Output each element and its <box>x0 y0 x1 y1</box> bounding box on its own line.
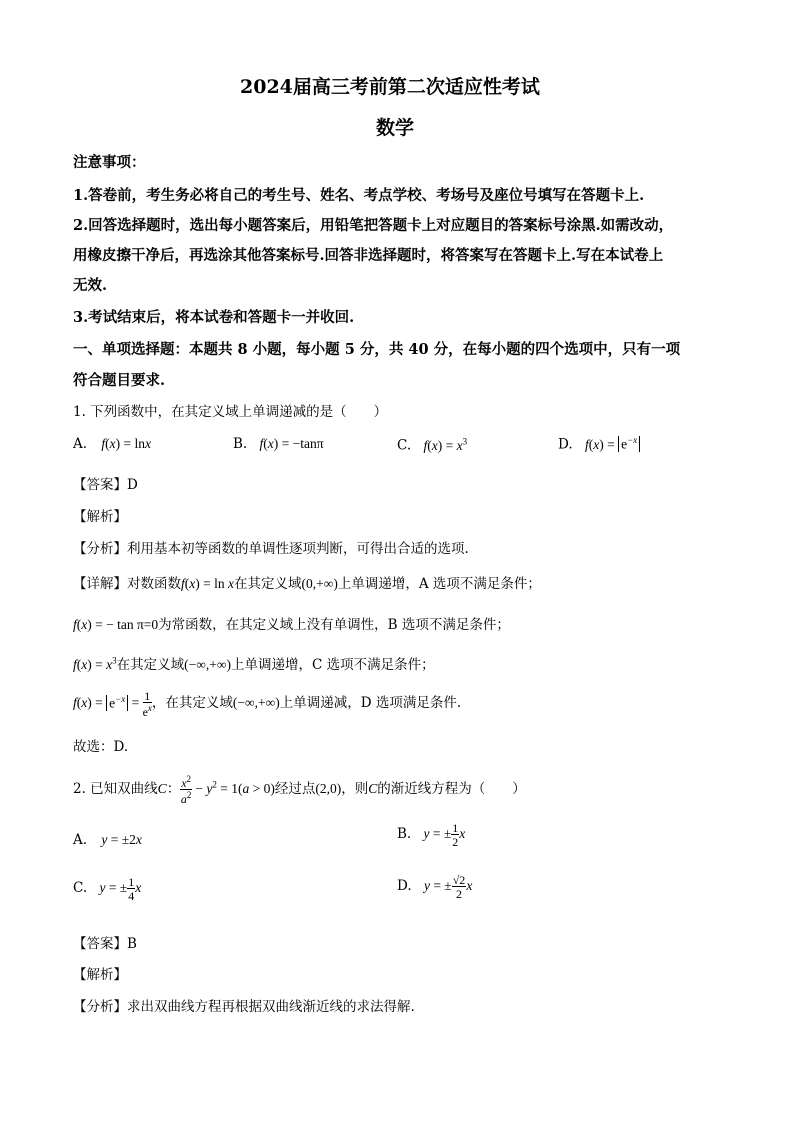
q1-detail-c-suffix: 上单调递增，C 选项不满足条件； <box>230 657 435 673</box>
q1-option-b-label: B. <box>233 436 248 452</box>
q2-option-c: C. y = ± $\frac{1}{4}$ x <box>73 875 142 903</box>
q1-detail-c-mid: 在其定义域 <box>116 657 185 673</box>
notes-heading: 注意事项： <box>73 154 146 171</box>
q1-detail-a-mid: 在其定义域 <box>234 576 302 592</box>
q2-stem-suffix: ，则 <box>341 781 369 798</box>
q1-detail-a: 【详解】对数函数f(x) = ln x在其定义域(0,+∞)上单调递增，A 选项不满足条件； <box>73 576 541 592</box>
q1-option-a: A. f(x) = lnx <box>73 436 151 452</box>
q1-detail-a-prefix: 【详解】对数函数 <box>73 576 181 592</box>
q2-option-d-label: D. <box>397 878 412 895</box>
q1-analysis: 【分析】利用基本初等函数的单调性逐项判断，可得出合适的选项. <box>73 541 469 557</box>
q1-detail-d: $f(x) = e^{-x}$ = $\frac{1}{e^x}$ ，在其定义域(−∞,+∞)上单调递减，D 选项满足条件. <box>73 689 462 719</box>
q1-option-c: C. $f(x) = x^3$ <box>397 436 468 454</box>
q2-analysis: 【分析】求出双曲线方程再根据双曲线渐近线的求法得解. <box>73 999 415 1015</box>
section-heading-line-2: 符合题目要求. <box>73 372 166 389</box>
q1-conclusion: 故选：D. <box>73 739 129 755</box>
q2-stem-prefix: 2. 已知双曲线 <box>73 781 158 798</box>
q1-detail-d-suffix: 上单调递减，D 选项满足条件. <box>279 695 462 712</box>
note-2-line-2: 用橡皮擦干净后，再选涂其他答案标号.回答非选择题时，将答案写在答题卡上.写在本试卷上 <box>73 247 664 264</box>
q2-option-c-label: C. <box>73 880 88 897</box>
note-3: 3.考试结束后，将本试卷和答题卡一并收回. <box>73 309 355 326</box>
q2-stem-mid: 经过点 <box>274 781 316 798</box>
q1-detail-b: f(x) = − tan π=0为常函数，在其定义域上没有单调性，B 选项不满足条件； <box>73 617 510 633</box>
q1-option-c-label: C. <box>397 437 412 454</box>
q2-option-a-label: A. <box>73 832 88 848</box>
q2-stem: 2. 已知双曲线C： $\frac{x^2}{a^2}$ − $y^2 = 1(a > 0)$经过点(2,0)，则C的渐近线方程为（ ） <box>73 774 526 806</box>
q1-option-b: B. f(x) = −tanπ <box>233 436 324 452</box>
q2-option-b-label: B. <box>397 826 412 843</box>
q1-option-d-label: D. <box>558 436 573 453</box>
subject-title: 数学 <box>376 117 415 139</box>
q1-answer: 【答案】D <box>73 477 138 493</box>
q1-option-d: D. $f(x) = e^{-x}$ <box>558 436 640 453</box>
note-1: 1.答卷前，考生务必将自己的考生号、姓名、考点学校、考场号及座位号填写在答题卡上. <box>73 187 645 204</box>
q1-detail-a-suffix: 上单调递增，A 选项不满足条件； <box>337 576 541 592</box>
q2-jiexi-label: 【解析】 <box>73 967 127 983</box>
q2-option-d: D. y = ± $\frac{√2}{2}$ x <box>397 873 473 901</box>
q1-detail-c: $f(x) = x^3$在其定义域(−∞,+∞)上单调递增，C 选项不满足条件； <box>73 655 435 673</box>
page-title: 2024届高三考前第二次适应性考试 <box>240 76 540 98</box>
q2-answer: 【答案】B <box>73 936 137 952</box>
q1-option-a-label: A. <box>73 436 88 452</box>
q2-option-a: A. y = ±2x <box>73 832 142 848</box>
q2-stem-end: 的渐近线方程为（ ） <box>377 781 526 798</box>
q1-detail-d-mid: ，在其定义域 <box>151 695 233 712</box>
q1-detail-b-suffix: 为常函数，在其定义域上没有单调性，B 选项不满足条件； <box>158 617 510 633</box>
q1-jiexi-label: 【解析】 <box>73 509 127 525</box>
q1-stem: 1. 下列函数中，在其定义域上单调递减的是（ ） <box>73 404 388 420</box>
note-2-line-3: 无效. <box>73 277 108 294</box>
q2-option-b: B. y = ± $\frac{1}{2}$ x <box>397 821 466 849</box>
note-2-line-1: 2.回答选择题时，选出每小题答案后，用铅笔把答题卡上对应题目的答案标号涂黑.如需改动， <box>73 217 674 234</box>
section-heading-line-1: 一、单项选择题：本题共 8 小题，每小题 5 分，共 40 分，在每小题的四个选项中，只有一项 <box>73 341 681 358</box>
